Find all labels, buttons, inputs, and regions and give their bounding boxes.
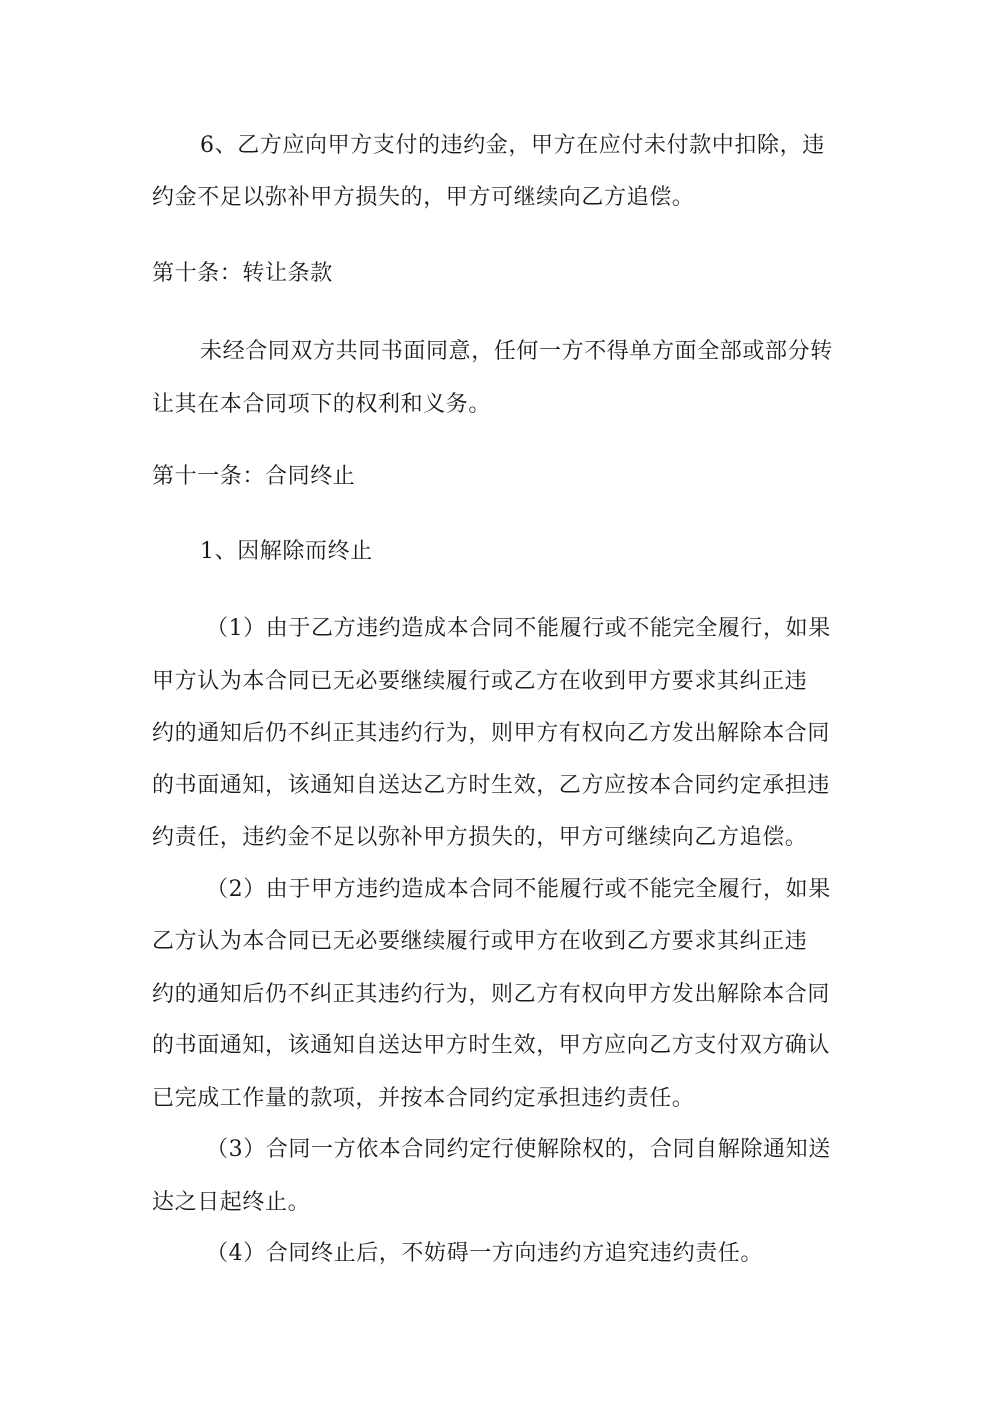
clause-11-sub-2-line-2: 乙方认为本合同已无必要继续履行或甲方在收到乙方要求其纠正违 — [152, 929, 808, 954]
clause-11-sub-3-line-1: （3）合同一方依本合同约定行使解除权的，合同自解除通知送 — [206, 1137, 831, 1162]
clause-10-heading: 第十条：转让条款 — [152, 261, 333, 286]
clause-11-sub-2-line-5: 已完成工作量的款项，并按本合同约定承担违约责任。 — [152, 1086, 695, 1111]
clause-11-sub-2-line-1: （2）由于甲方违约造成本合同不能履行或不能完全履行，如果 — [206, 877, 831, 902]
clause-11-heading: 第十一条：合同终止 — [152, 464, 356, 489]
clause-11-sub-1-line-4: 的书面通知，该通知自送达乙方时生效，乙方应按本合同约定承担违 — [152, 773, 831, 798]
clause-10-body-line-1: 未经合同双方共同书面同意，任何一方不得单方面全部或部分转 — [200, 339, 833, 364]
clause-11-item-1: 1、因解除而终止 — [200, 539, 373, 564]
clause-11-sub-1-line-2: 甲方认为本合同已无必要继续履行或乙方在收到甲方要求其纠正违 — [152, 669, 808, 694]
clause-11-sub-1-line-1: （1）由于乙方违约造成本合同不能履行或不能完全履行，如果 — [206, 616, 831, 641]
clause-11-sub-4: （4）合同终止后，不妨碍一方向违约方追究违约责任。 — [206, 1241, 763, 1266]
clause-11-sub-1-line-3: 约的通知后仍不纠正其违约行为，则甲方有权向乙方发出解除本合同 — [152, 721, 831, 746]
clause-11-sub-3-line-2: 达之日起终止。 — [152, 1190, 311, 1215]
clause-9-item-6-line-2: 约金不足以弥补甲方损失的，甲方可继续向乙方追偿。 — [152, 185, 695, 210]
clause-11-sub-1-line-5: 约责任，违约金不足以弥补甲方损失的，甲方可继续向乙方追偿。 — [152, 825, 808, 850]
clause-11-sub-2-line-3: 约的通知后仍不纠正其违约行为，则乙方有权向甲方发出解除本合同 — [152, 982, 831, 1007]
clause-9-item-6-line-1: 6、乙方应向甲方支付的违约金，甲方在应付未付款中扣除，违 — [200, 133, 825, 158]
clause-11-sub-2-line-4: 的书面通知，该通知自送达甲方时生效，甲方应向乙方支付双方确认 — [152, 1033, 831, 1058]
clause-10-body-line-2: 让其在本合同项下的权利和义务。 — [152, 392, 492, 417]
